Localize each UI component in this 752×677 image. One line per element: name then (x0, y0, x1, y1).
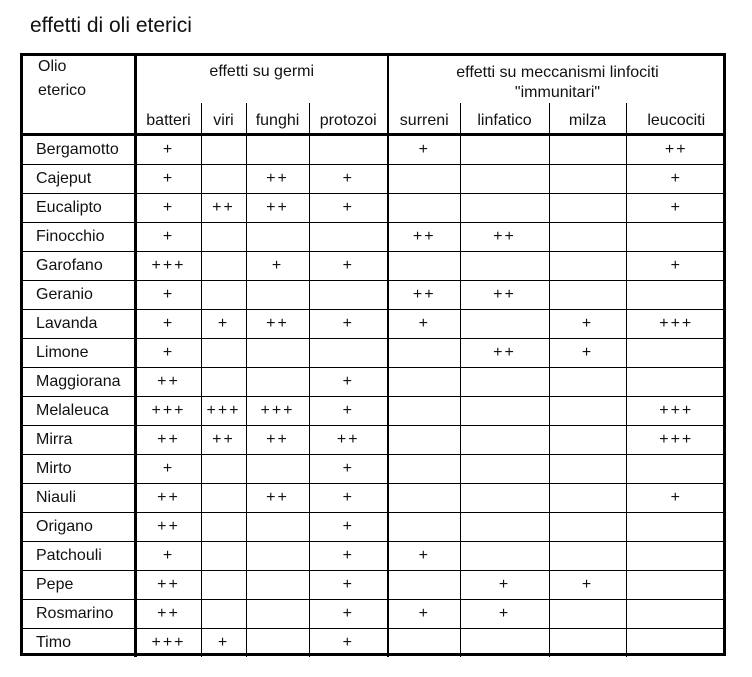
row-oil-name: Timo (36, 634, 71, 651)
row-oil-name: Patchouli (20, 542, 135, 571)
cell-protozoi: + (309, 513, 388, 542)
cell-leucociti: + (626, 165, 726, 194)
row-oil-name: Cajeput (20, 165, 135, 194)
cell-viri: ++ (201, 194, 246, 223)
cell-surreni: ++ (388, 281, 460, 310)
cell-batteri: + (135, 165, 201, 194)
cell-milza: + (549, 310, 626, 339)
cell-batteri: ++ (135, 513, 201, 542)
cell-protozoi: ++ (309, 426, 388, 455)
cell-linfatico: ++ (460, 281, 549, 310)
row-oil-name: Maggiorana (20, 368, 135, 397)
cell-leucociti: + (626, 194, 726, 223)
cell-surreni: ++ (388, 223, 460, 252)
cell-batteri: +++ (135, 629, 201, 658)
row-oil-name: Eucalipto (20, 194, 135, 223)
cell-batteri: + (135, 281, 201, 310)
cell-batteri: ++ (135, 571, 201, 600)
cell-batteri: + (135, 455, 201, 484)
cell-funghi: + (246, 252, 309, 281)
cell-protozoi: + (309, 571, 388, 600)
cell-milza: + (549, 571, 626, 600)
column-header-linfatico: linfatico (460, 103, 549, 135)
row-oil-name: Geranio (20, 281, 135, 310)
row-oil-name: Mirto (20, 455, 135, 484)
document-title: effetti di oli eterici (30, 14, 192, 37)
row-oil-name: Lavanda (20, 310, 135, 339)
column-header-protozoi: protozoi (309, 103, 388, 135)
cell-batteri: + (135, 135, 201, 165)
cell-batteri: + (135, 223, 201, 252)
cell-batteri: ++ (135, 484, 201, 513)
cell-batteri: + (135, 542, 201, 571)
cell-leucociti: +++ (626, 310, 726, 339)
cell-leucociti: ++ (626, 135, 726, 165)
cell-leucociti: +++ (626, 426, 726, 455)
cell-protozoi: + (309, 629, 388, 658)
cell-linfatico: ++ (460, 339, 549, 368)
column-header-batteri: batteri (135, 103, 201, 135)
cell-milza: + (549, 339, 626, 368)
cell-funghi: ++ (246, 165, 309, 194)
column-header-surreni: surreni (388, 103, 460, 135)
cell-viri: +++ (201, 397, 246, 426)
cell-batteri: + (135, 339, 201, 368)
cell-protozoi: + (309, 455, 388, 484)
cell-protozoi: + (309, 310, 388, 339)
column-header-leucociti: leucociti (626, 103, 726, 135)
cell-surreni: + (388, 310, 460, 339)
cell-surreni: + (388, 600, 460, 629)
cell-viri: ++ (201, 426, 246, 455)
header-group-linfociti-line1: effetti su meccanismi linfociti (456, 64, 659, 81)
cell-funghi: ++ (246, 310, 309, 339)
cell-protozoi: + (309, 600, 388, 629)
cell-linfatico: + (460, 571, 549, 600)
cell-leucociti: +++ (626, 397, 726, 426)
cell-leucociti: + (626, 484, 726, 513)
column-header-funghi: funghi (246, 103, 309, 135)
cell-batteri: ++ (135, 600, 201, 629)
row-oil-name: Mirra (20, 426, 135, 455)
row-oil-name: Rosmarino (20, 600, 135, 629)
row-oil-name: Limone (20, 339, 135, 368)
table-frame (20, 53, 726, 656)
cell-batteri: ++ (135, 426, 201, 455)
header-olio-line1: Olio (38, 58, 67, 75)
cell-linfatico: + (460, 600, 549, 629)
row-oil-name: Pepe (20, 571, 135, 600)
cell-surreni: + (388, 542, 460, 571)
cell-viri: + (201, 310, 246, 339)
row-oil-name: Bergamotto (20, 135, 135, 165)
cell-funghi: ++ (246, 194, 309, 223)
cell-funghi: ++ (246, 426, 309, 455)
cell-protozoi: + (309, 397, 388, 426)
cell-surreni: + (388, 135, 460, 165)
row-oil-name: Melaleuca (20, 397, 135, 426)
cell-protozoi: + (309, 194, 388, 223)
header-olio-line2: eterico (38, 82, 87, 99)
column-header-viri: viri (201, 103, 246, 135)
row-oil-name: Origano (20, 513, 135, 542)
cell-batteri: ++ (135, 368, 201, 397)
cell-protozoi: + (309, 368, 388, 397)
cell-viri: + (201, 629, 246, 658)
cell-protozoi: + (309, 252, 388, 281)
cell-linfatico: ++ (460, 223, 549, 252)
column-header-milza: milza (549, 103, 626, 135)
row-oil-name: Garofano (20, 252, 135, 281)
cell-protozoi: + (309, 165, 388, 194)
cell-leucociti: + (626, 252, 726, 281)
cell-batteri: +++ (135, 397, 201, 426)
row-oil-name: Finocchio (20, 223, 135, 252)
cell-protozoi: + (309, 484, 388, 513)
row-oil-name: Niauli (20, 484, 135, 513)
header-group-germi: effetti su germi (135, 53, 388, 103)
header-group-linfociti-line2: "immunitari" (514, 84, 601, 101)
cell-protozoi: + (309, 542, 388, 571)
cell-batteri: + (135, 310, 201, 339)
cell-funghi: +++ (246, 397, 309, 426)
cell-batteri: +++ (135, 252, 201, 281)
cell-batteri: + (135, 194, 201, 223)
cell-funghi: ++ (246, 484, 309, 513)
